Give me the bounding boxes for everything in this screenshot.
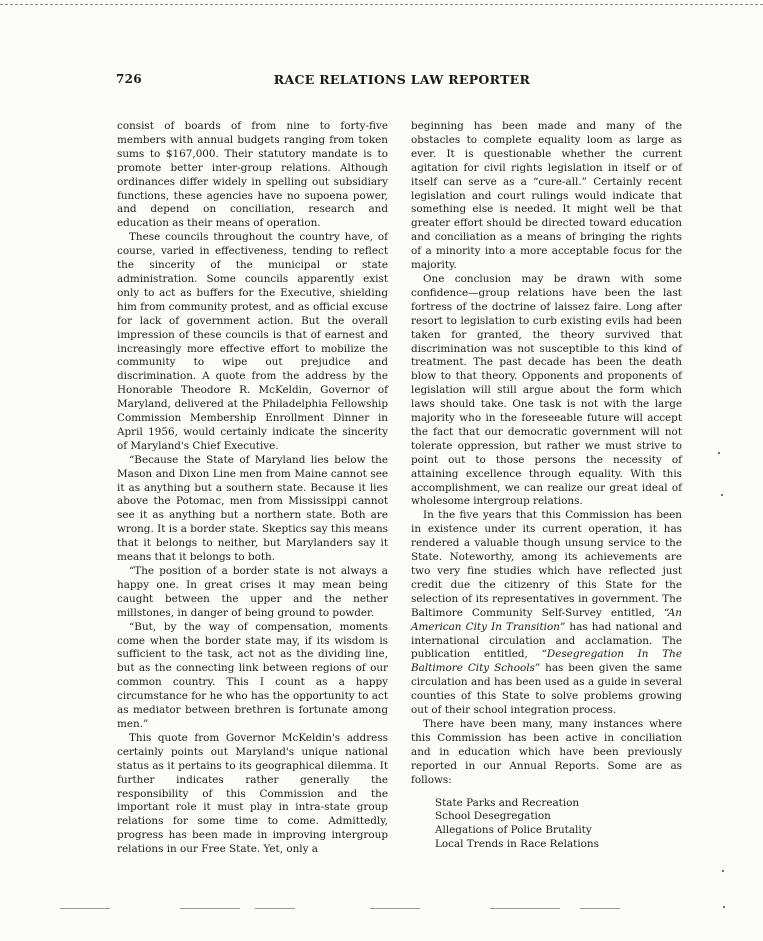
paragraph xyxy=(411,509,682,718)
right-column xyxy=(411,120,682,852)
scan-speck xyxy=(723,906,725,908)
list-item: State Parks and Recreation xyxy=(435,796,580,809)
bottom-rule xyxy=(580,908,620,909)
text-run: has had national and international circulation and acclamation. The publication entitled, xyxy=(411,620,682,661)
paragraph: consist of boards of from nine to forty-five members with annual budgets ranging from token sums to $167,000. Their statutory mandate is to promote better inter-group relations. Although ordinances differ widely in spelling out subsidiary functions, these agencies have no supoena power, and depend on conciliation, research and education as their means of operation. xyxy=(117,120,388,230)
bottom-rule xyxy=(370,908,420,909)
running-header xyxy=(116,72,688,90)
text-run: has been given the same circulation and has been used as a guide in several counties of this State to solve problems growing out of their school integration process. xyxy=(411,662,682,717)
paragraph: There have been many, many instances where this Commission has been active in conciliation and in education which have been previously reported in our Annual Reports. Some are as follows: xyxy=(411,717,682,786)
paragraph: This quote from Governor McKeldin's address certainly points out Maryland's unique national status as it pertains to its geographical dilemma. It further indicates rather generally the responsibility of this Commission and the important role it must play in intra-state group relations for some time to come. Admittedly, progress has been made in improving intergroup relations in our Free State. Yet, only a xyxy=(117,731,388,856)
bottom-rule xyxy=(60,908,110,909)
text-run: In the five years that this Commission has been in existence under its current operation, it has rendered a valuable though unsung service to the State. Noteworthy, among its achievements are two very fine studies which have reflected just credit due the citizenry of this State for the selection of its representatives in government. The Baltimore Community Self-Survey entitled, xyxy=(411,509,682,619)
paragraph: One conclusion may be drawn with some confidence—group relations have been the last fortress of the doctrine of laissez faire. Long after resort to legislation to curb existing evils had been taken for granted, the theory survived that discrimination was not susceptible to this kind of treatment. The past decade has been the death blow to that theory. Opponents and proponents of legislation will still argue about the form which laws should take. One task is not with the large majority who in the foreseeable future will accept the fact that our democratic government will not tolerate oppression, but rather we must strive to point out to those persons the necessity of attaining excellence through equality. With this accomplishment, we can realize our great ideal of wholesome intergroup relations. xyxy=(411,272,682,508)
publication-title: “Desegregation In The Baltimore City Schools” xyxy=(411,648,682,675)
list-item: Allegations of Police Brutality xyxy=(435,824,592,837)
quote-paragraph: “The position of a border state is not always a happy one. In great crises it may mean being caught between the upper and the nether millstones, in danger of being ground to powder. xyxy=(117,565,388,619)
page-number: 726 xyxy=(116,72,142,86)
list-item: Local Trends in Race Relations xyxy=(435,838,599,851)
scan-speck xyxy=(722,870,724,872)
list-item: School Desegregation xyxy=(435,810,551,823)
quote-paragraph: “Because the State of Maryland lies below the Mason and Dixon Line men from Maine cannot see it as anything but a southern state. Because it lies above the Potomac, men from Mississippi cannot see it as anything but a northern state. Both are wrong. It is a border state. Skeptics say this means that it belongs to neither, but Marylanders say it means that it belongs to both. xyxy=(117,453,388,564)
paragraph: beginning has been made and many of the obstacles to complete equality loom as large as ever. It is questionable whether the current agitation for civil rights legislation in itself or of itself can serve as a “cure-all.” Certainly recent legislation and court rulings would indicate that something else is needed. It might well be that greater effort should be directed toward education and conciliation as a means of bringing the rights of a minority into a more acceptable focus for the majority. xyxy=(411,120,682,272)
scan-speck xyxy=(718,452,720,454)
bottom-rule xyxy=(490,908,560,909)
publication-title: “An American City In Transition” xyxy=(411,606,682,633)
bottom-rule xyxy=(180,908,240,909)
left-column xyxy=(117,120,388,857)
topics-list xyxy=(435,797,682,853)
page-title: RACE RELATIONS LAW REPORTER xyxy=(273,72,531,87)
scan-speck xyxy=(721,494,723,496)
paragraph: These councils throughout the country have, of course, varied in effectiveness, tending to reflect the sincerity of the municipal or state administration. Some councils apparently exist only to act as buffers for the Executive, shielding him from community protest, and as official excuse for lack of government action. But the overall impression of these councils is that of earnest and increasingly more effective effort to mobilize the community to wipe out prejudice and discrimination. A quote from the address by the Honorable Theodore R. McKeldin, Governor of Maryland, delivered at the Philadelphia Fellowship Commission Membership Enrollment Dinner in April 1956, would certainly indicate the sincerity of Maryland's Chief Executive. xyxy=(117,231,388,452)
top-dashed-edge xyxy=(0,4,763,5)
quote-paragraph: “But, by the way of compensation, moments come when the border state may, if its wisdom is sufficient to the task, act not as the dividing line, but as the connecting link between regions of our common country. This I count as a happy circumstance for he who has the opportunity to act as mediator between brethren is fortunate among men.” xyxy=(117,620,388,730)
bottom-rule xyxy=(255,908,295,909)
